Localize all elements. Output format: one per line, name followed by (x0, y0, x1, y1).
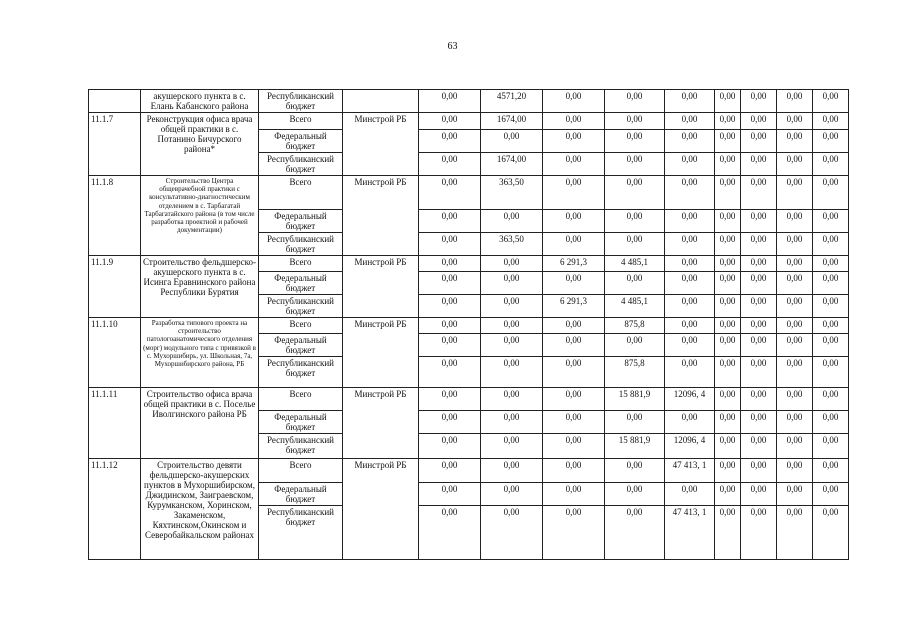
value-cell: 0,00 (481, 295, 543, 318)
executor: Минстрой РБ (343, 459, 419, 560)
value-cell: 6 291,3 (543, 295, 605, 318)
value-cell: 0,00 (813, 411, 849, 434)
item-code: 11.1.11 (89, 388, 141, 459)
value-cell: 0,00 (741, 506, 777, 560)
value-cell: 0,00 (665, 272, 715, 295)
value-cell: 0,00 (419, 272, 481, 295)
value-cell: 4571,20 (481, 90, 543, 113)
funding-source: Федеральный бюджет (259, 130, 343, 153)
value-cell: 0,00 (715, 388, 741, 411)
value-cell: 0,00 (605, 506, 665, 560)
table-row (89, 388, 849, 411)
value-cell: 0,00 (715, 233, 741, 256)
table-row (89, 459, 849, 483)
value-cell: 0,00 (481, 434, 543, 459)
value-cell: 0,00 (813, 130, 849, 153)
funding-source: Всего (259, 113, 343, 130)
value-cell: 0,00 (715, 113, 741, 130)
value-cell: 0,00 (419, 434, 481, 459)
value-cell: 0,00 (665, 483, 715, 506)
funding-source: Республиканский бюджет (259, 506, 343, 560)
value-cell: 0,00 (715, 210, 741, 233)
value-cell: 0,00 (777, 153, 813, 176)
value-cell: 0,00 (813, 483, 849, 506)
value-cell: 0,00 (665, 113, 715, 130)
value-cell: 0,00 (715, 176, 741, 210)
table-row (89, 113, 849, 130)
value-cell: 0,00 (777, 357, 813, 388)
value-cell: 0,00 (777, 388, 813, 411)
value-cell: 0,00 (813, 434, 849, 459)
value-cell: 0,00 (813, 210, 849, 233)
value-cell: 0,00 (813, 459, 849, 483)
value-cell: 12096, 4 (665, 434, 715, 459)
value-cell: 0,00 (605, 272, 665, 295)
value-cell: 0,00 (481, 459, 543, 483)
value-cell: 0,00 (741, 130, 777, 153)
value-cell: 0,00 (813, 153, 849, 176)
value-cell: 0,00 (481, 506, 543, 560)
value-cell: 0,00 (481, 411, 543, 434)
funding-source: Республиканский бюджет (259, 295, 343, 318)
item-name: Строительство офиса врача общей практики в с. Поселье Иволгинского района РБ (141, 388, 259, 459)
table-body (89, 90, 849, 560)
value-cell: 0,00 (741, 411, 777, 434)
value-cell: 0,00 (715, 295, 741, 318)
table-row (89, 256, 849, 272)
value-cell: 0,00 (715, 90, 741, 113)
value-cell: 0,00 (419, 176, 481, 210)
value-cell: 0,00 (715, 459, 741, 483)
funding-source: Республиканский бюджет (259, 434, 343, 459)
value-cell: 0,00 (419, 256, 481, 272)
value-cell: 0,00 (665, 411, 715, 434)
value-cell: 0,00 (605, 130, 665, 153)
value-cell: 0,00 (543, 434, 605, 459)
value-cell: 0,00 (419, 334, 481, 357)
value-cell: 0,00 (741, 357, 777, 388)
page-number: 63 (447, 41, 458, 52)
value-cell: 0,00 (481, 334, 543, 357)
value-cell: 0,00 (813, 90, 849, 113)
value-cell: 0,00 (665, 176, 715, 210)
value-cell: 0,00 (419, 130, 481, 153)
value-cell: 0,00 (777, 130, 813, 153)
item-name: Разработка типового проекта на строительство патологоанатомического отделения (морг) модульного типа с привязкой в с. Мухоршибирь, ул. Школьная, 7а, Мухоршибирского района, РБ (141, 318, 259, 388)
executor: Минстрой РБ (343, 388, 419, 459)
value-cell: 0,00 (665, 256, 715, 272)
value-cell: 0,00 (419, 318, 481, 334)
value-cell: 0,00 (419, 357, 481, 388)
item-code (89, 90, 141, 113)
value-cell: 0,00 (419, 153, 481, 176)
value-cell: 0,00 (715, 130, 741, 153)
funding-source: Республиканский бюджет (259, 357, 343, 388)
value-cell: 0,00 (665, 357, 715, 388)
value-cell: 0,00 (605, 411, 665, 434)
value-cell: 0,00 (419, 388, 481, 411)
value-cell: 0,00 (777, 256, 813, 272)
value-cell: 0,00 (665, 153, 715, 176)
value-cell: 0,00 (605, 153, 665, 176)
value-cell: 0,00 (665, 334, 715, 357)
value-cell: 0,00 (715, 318, 741, 334)
value-cell: 0,00 (481, 483, 543, 506)
value-cell: 15 881,9 (605, 388, 665, 411)
value-cell: 0,00 (665, 233, 715, 256)
value-cell: 0,00 (481, 357, 543, 388)
value-cell: 0,00 (741, 334, 777, 357)
value-cell: 0,00 (605, 483, 665, 506)
executor (343, 90, 419, 113)
value-cell: 0,00 (543, 90, 605, 113)
value-cell: 0,00 (605, 90, 665, 113)
value-cell: 0,00 (419, 90, 481, 113)
value-cell: 0,00 (605, 334, 665, 357)
funding-source: Федеральный бюджет (259, 272, 343, 295)
value-cell: 875,8 (605, 357, 665, 388)
value-cell: 0,00 (605, 113, 665, 130)
value-cell: 0,00 (543, 153, 605, 176)
value-cell: 0,00 (741, 113, 777, 130)
value-cell: 0,00 (813, 334, 849, 357)
item-name: Строительство Центра общеврачебной практики с консультативно-диагностическим отделением в с. Тарбагатай Тарбагатайского района (в том числе разработка проектной и рабочей документации) (141, 176, 259, 256)
value-cell: 0,00 (715, 357, 741, 388)
value-cell: 0,00 (813, 272, 849, 295)
value-cell: 0,00 (741, 318, 777, 334)
value-cell: 0,00 (543, 233, 605, 256)
value-cell: 0,00 (665, 295, 715, 318)
value-cell: 0,00 (741, 388, 777, 411)
value-cell: 0,00 (777, 483, 813, 506)
funding-source: Республиканский бюджет (259, 233, 343, 256)
value-cell: 6 291,3 (543, 256, 605, 272)
value-cell: 0,00 (741, 256, 777, 272)
value-cell: 0,00 (715, 483, 741, 506)
value-cell: 0,00 (665, 90, 715, 113)
value-cell: 4 485,1 (605, 295, 665, 318)
executor: Минстрой РБ (343, 113, 419, 176)
value-cell: 0,00 (777, 334, 813, 357)
value-cell: 0,00 (481, 272, 543, 295)
value-cell: 0,00 (777, 295, 813, 318)
value-cell: 0,00 (419, 483, 481, 506)
value-cell: 0,00 (481, 318, 543, 334)
value-cell: 0,00 (543, 130, 605, 153)
value-cell: 0,00 (543, 483, 605, 506)
funding-source: Федеральный бюджет (259, 210, 343, 233)
value-cell: 0,00 (741, 272, 777, 295)
value-cell: 0,00 (543, 176, 605, 210)
value-cell: 0,00 (481, 210, 543, 233)
executor: Минстрой РБ (343, 256, 419, 318)
value-cell: 0,00 (715, 272, 741, 295)
value-cell: 0,00 (605, 176, 665, 210)
value-cell: 0,00 (605, 459, 665, 483)
value-cell: 0,00 (741, 483, 777, 506)
value-cell: 0,00 (419, 411, 481, 434)
value-cell: 0,00 (777, 272, 813, 295)
funding-source: Федеральный бюджет (259, 483, 343, 506)
value-cell: 1674,00 (481, 153, 543, 176)
value-cell: 0,00 (419, 459, 481, 483)
value-cell: 0,00 (715, 411, 741, 434)
item-code: 11.1.8 (89, 176, 141, 256)
value-cell: 0,00 (741, 295, 777, 318)
value-cell: 0,00 (777, 506, 813, 560)
value-cell: 0,00 (543, 113, 605, 130)
value-cell: 0,00 (813, 113, 849, 130)
value-cell: 0,00 (715, 153, 741, 176)
value-cell: 0,00 (543, 388, 605, 411)
value-cell: 0,00 (777, 434, 813, 459)
funding-source: Федеральный бюджет (259, 334, 343, 357)
value-cell: 0,00 (777, 210, 813, 233)
value-cell: 0,00 (813, 506, 849, 560)
value-cell: 0,00 (741, 233, 777, 256)
value-cell: 0,00 (481, 256, 543, 272)
value-cell: 0,00 (813, 176, 849, 210)
table-row (89, 318, 849, 334)
value-cell: 0,00 (419, 233, 481, 256)
item-name: Строительство девяти фельдшерско-акушерских пунктов в Мухоршибирском, Джидинском, Заиграевском, Курумканском, Хоринском, Закаменском, Кяхтинском,Окинском и Северобайкальском районах (141, 459, 259, 560)
table-row (89, 90, 849, 113)
value-cell: 875,8 (605, 318, 665, 334)
funding-source: Всего (259, 176, 343, 210)
value-cell: 0,00 (777, 318, 813, 334)
item-name: Реконструкция офиса врача общей практики в с. Потанино Бичурского района* (141, 113, 259, 176)
value-cell: 0,00 (419, 210, 481, 233)
value-cell: 0,00 (813, 256, 849, 272)
value-cell: 0,00 (813, 295, 849, 318)
value-cell: 0,00 (813, 388, 849, 411)
value-cell: 0,00 (543, 334, 605, 357)
value-cell: 0,00 (715, 434, 741, 459)
value-cell: 0,00 (813, 318, 849, 334)
value-cell: 0,00 (741, 434, 777, 459)
value-cell: 0,00 (605, 210, 665, 233)
item-code: 11.1.10 (89, 318, 141, 388)
table-row (89, 176, 849, 210)
item-code: 11.1.9 (89, 256, 141, 318)
executor: Минстрой РБ (343, 318, 419, 388)
value-cell: 0,00 (777, 411, 813, 434)
budget-table (88, 89, 849, 560)
value-cell: 47 413, 1 (665, 506, 715, 560)
value-cell: 0,00 (419, 295, 481, 318)
value-cell: 0,00 (543, 411, 605, 434)
value-cell: 0,00 (741, 210, 777, 233)
value-cell: 12096, 4 (665, 388, 715, 411)
funding-source: Всего (259, 256, 343, 272)
value-cell: 0,00 (543, 318, 605, 334)
value-cell: 0,00 (777, 113, 813, 130)
value-cell: 363,50 (481, 176, 543, 210)
value-cell: 0,00 (741, 459, 777, 483)
value-cell: 0,00 (543, 272, 605, 295)
value-cell: 0,00 (741, 176, 777, 210)
value-cell: 0,00 (715, 506, 741, 560)
funding-source: Республиканский бюджет (259, 153, 343, 176)
value-cell: 0,00 (543, 210, 605, 233)
value-cell: 1674,00 (481, 113, 543, 130)
value-cell: 0,00 (419, 506, 481, 560)
value-cell: 0,00 (813, 233, 849, 256)
value-cell: 0,00 (419, 113, 481, 130)
value-cell: 4 485,1 (605, 256, 665, 272)
value-cell: 0,00 (777, 459, 813, 483)
funding-source: Федеральный бюджет (259, 411, 343, 434)
value-cell: 0,00 (665, 130, 715, 153)
value-cell: 0,00 (741, 153, 777, 176)
value-cell: 0,00 (543, 506, 605, 560)
value-cell: 0,00 (665, 210, 715, 233)
value-cell: 0,00 (777, 90, 813, 113)
value-cell: 363,50 (481, 233, 543, 256)
funding-source: Всего (259, 388, 343, 411)
value-cell: 0,00 (715, 334, 741, 357)
value-cell: 0,00 (543, 459, 605, 483)
value-cell: 0,00 (481, 130, 543, 153)
value-cell: 0,00 (741, 90, 777, 113)
funding-source: Республиканский бюджет (259, 90, 343, 113)
value-cell: 0,00 (665, 318, 715, 334)
item-name: акушерского пункта в с. Елань Кабанского района (141, 90, 259, 113)
item-code: 11.1.7 (89, 113, 141, 176)
value-cell: 15 881,9 (605, 434, 665, 459)
value-cell: 0,00 (481, 388, 543, 411)
executor: Минстрой РБ (343, 176, 419, 256)
item-name: Строительство фельдшерско-акушерского пункта в с. Исинга Еравнинского района Республики Бурятия (141, 256, 259, 318)
item-code: 11.1.12 (89, 459, 141, 560)
value-cell: 0,00 (715, 256, 741, 272)
value-cell: 0,00 (605, 233, 665, 256)
funding-source: Всего (259, 459, 343, 483)
funding-source: Всего (259, 318, 343, 334)
value-cell: 0,00 (777, 233, 813, 256)
value-cell: 0,00 (813, 357, 849, 388)
value-cell: 47 413, 1 (665, 459, 715, 483)
value-cell: 0,00 (777, 176, 813, 210)
value-cell: 0,00 (543, 357, 605, 388)
